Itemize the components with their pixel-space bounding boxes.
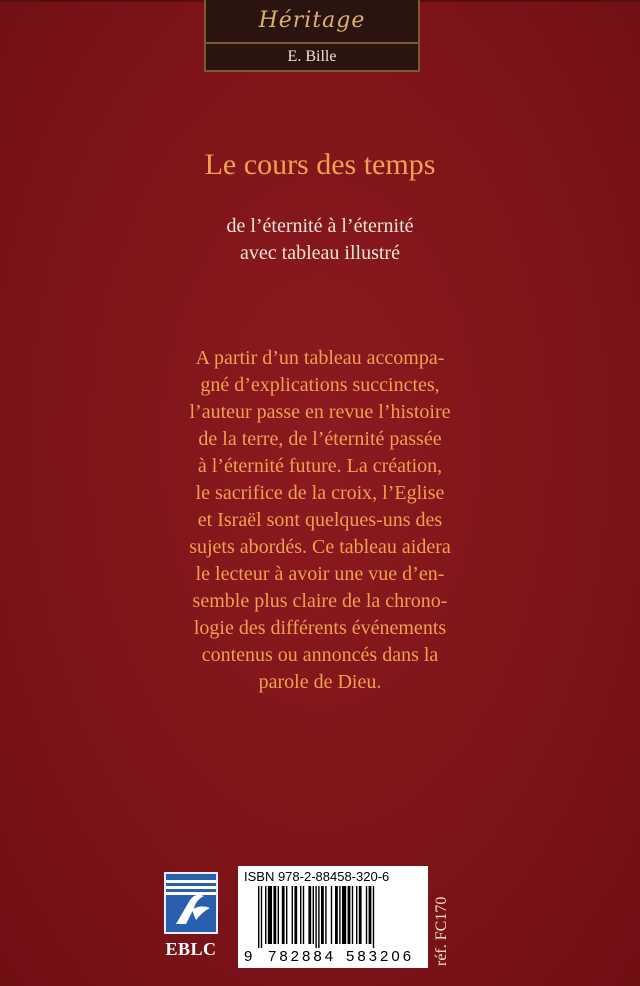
barcode-bars xyxy=(256,886,424,948)
barcode-bar xyxy=(261,886,262,948)
barcode-bar xyxy=(308,886,311,944)
subtitle-line: avec tableau illustré xyxy=(240,242,400,264)
blurb-line: contenus ou annoncés dans la xyxy=(201,644,439,666)
blurb-line: le sacrifice de la croix, l’Eglise xyxy=(195,482,445,504)
publisher-emblem-icon xyxy=(164,872,218,934)
publisher-name: EBLC xyxy=(165,939,217,959)
barcode-bar xyxy=(294,886,297,944)
barcode-digits xyxy=(242,948,426,966)
series-header-box xyxy=(204,0,420,72)
reference-code: réf. FC170 xyxy=(433,896,450,966)
barcode xyxy=(238,866,428,968)
barcode-right-digits: 583206 xyxy=(346,948,415,965)
barcode-bar xyxy=(369,886,372,944)
barcode-bar xyxy=(318,886,319,948)
blurb-line: et Israël sont quelques-uns des xyxy=(197,509,443,531)
barcode-bar xyxy=(282,886,285,944)
book-subtitle xyxy=(0,213,640,267)
blurb-line: semble plus claire de la chrono- xyxy=(192,590,448,612)
subtitle-line: de l’éternité à l’éternité xyxy=(226,215,414,237)
blurb-text xyxy=(0,345,640,696)
barcode-bar xyxy=(315,886,316,948)
blurb-line: A partir d’un tableau accompa- xyxy=(195,347,445,369)
barcode-bar xyxy=(373,886,374,948)
barcode-bar xyxy=(303,886,304,944)
isbn-number: ISBN 978-2-88458-320-6 xyxy=(244,869,390,884)
barcode-bar xyxy=(278,886,279,944)
barcode-bar xyxy=(265,886,266,944)
barcode-bar xyxy=(352,886,353,944)
barcode-bar xyxy=(258,886,259,948)
barcode-lead-digit: 9 xyxy=(244,948,253,965)
barcode-bar xyxy=(356,886,357,944)
barcode-left-digits: 782884 xyxy=(268,948,337,965)
barcode-bar xyxy=(366,886,367,944)
blurb-line: parole de Dieu. xyxy=(258,671,382,693)
barcode-bar xyxy=(268,886,272,944)
barcode-bar xyxy=(286,886,287,944)
barcode-bar xyxy=(313,886,314,944)
series-name: Héritage xyxy=(258,8,366,33)
blurb-line: l’auteur passe en revue l’histoire xyxy=(189,401,451,423)
blurb-line: à l’éternité future. La création, xyxy=(197,455,443,477)
blurb-line: le lecteur à avoir une vue d’en- xyxy=(195,563,445,585)
barcode-bar xyxy=(335,886,338,944)
blurb-line: gné d’explications succinctes, xyxy=(200,374,440,396)
barcode-bar xyxy=(273,886,276,944)
barcode-bar xyxy=(331,886,332,944)
barcode-bar xyxy=(292,886,293,944)
author-name: E. Bille xyxy=(287,48,337,65)
blurb-line: sujets abordés. Ce tableau aidera xyxy=(189,536,451,558)
barcode-bar xyxy=(359,886,362,944)
blurb-line: logie des différents événements xyxy=(193,617,447,639)
blurb-line: de la terre, de l’éternité passée xyxy=(198,428,442,450)
publisher-logo xyxy=(160,870,222,964)
barcode-bar xyxy=(348,886,351,944)
barcode-bar xyxy=(339,886,340,944)
barcode-bar xyxy=(300,886,301,944)
barcode-bar xyxy=(321,886,324,944)
book-title: Le cours des temps xyxy=(204,148,436,181)
barcode-bar xyxy=(325,886,326,944)
barcode-bar xyxy=(342,886,346,944)
